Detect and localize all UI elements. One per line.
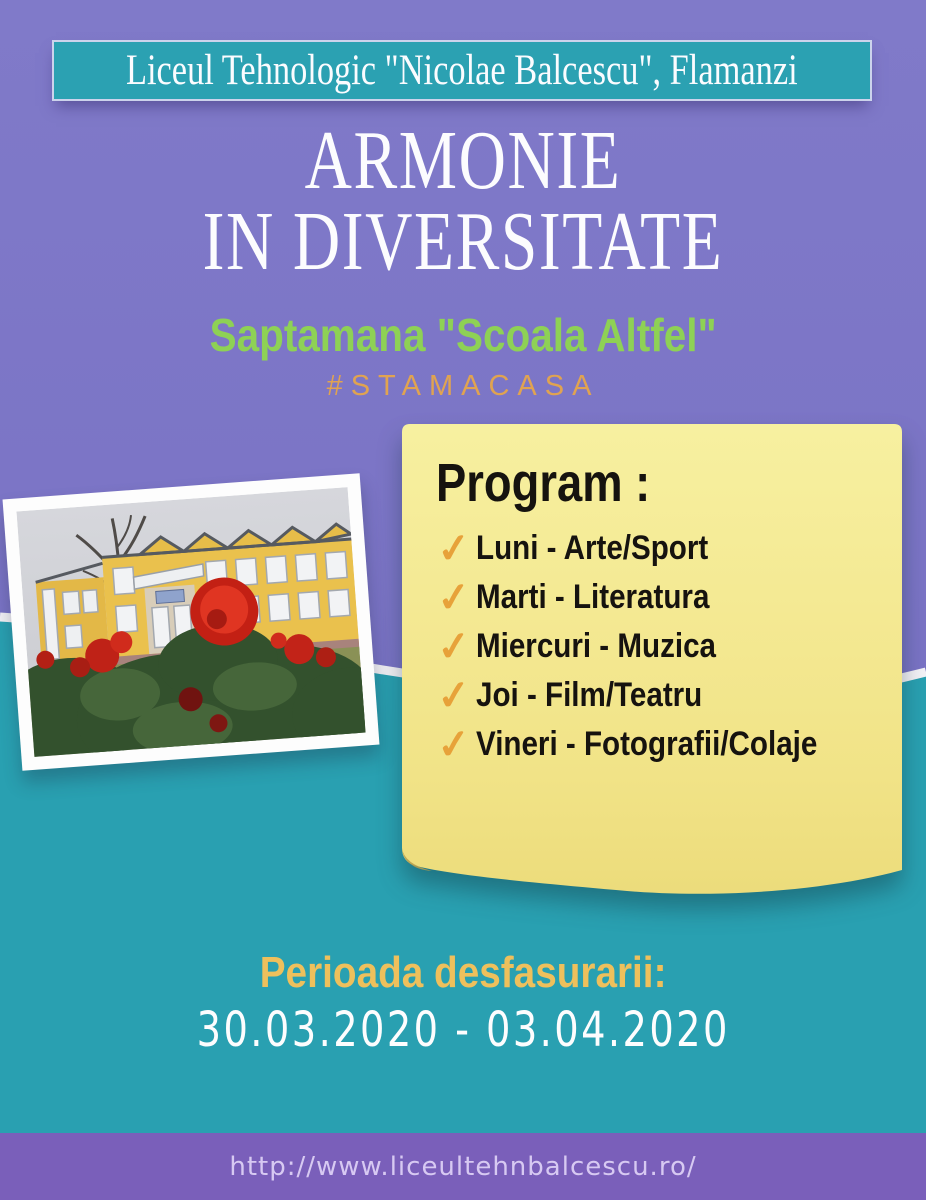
school-photo-image xyxy=(16,487,365,757)
list-item xyxy=(432,671,872,720)
school-photo xyxy=(3,473,380,770)
check-icon: ✓ xyxy=(435,524,473,573)
period-heading: Perioada desfasurarii: xyxy=(259,948,667,997)
list-item-label: Marti - Literatura xyxy=(476,578,710,616)
title-line-2: IN DIVERSITATE xyxy=(202,195,724,289)
program-sticky-note xyxy=(402,424,902,902)
period-heading-block xyxy=(0,948,926,998)
list-item-label: Miercuri - Muzica xyxy=(476,627,716,665)
check-icon: ✓ xyxy=(435,720,473,769)
list-item xyxy=(432,524,872,573)
list-item xyxy=(432,622,872,671)
hashtag-block xyxy=(0,370,926,403)
poster-title xyxy=(0,114,926,289)
hashtag-text: #STAMACASA xyxy=(326,370,600,402)
school-name: Liceul Tehnologic "Nicolae Balcescu", Flamanzi xyxy=(126,47,798,94)
program-list xyxy=(432,524,872,769)
list-item-label: Vineri - Fotografii/Colaje xyxy=(476,725,818,763)
subtitle-block xyxy=(0,308,926,362)
subtitle-text: Saptamana "Scoala Altfel" xyxy=(209,309,717,361)
period-dates-block xyxy=(0,1002,926,1058)
check-icon: ✓ xyxy=(435,622,473,671)
list-item-label: Luni - Arte/Sport xyxy=(476,529,709,567)
footer-bar xyxy=(0,1133,926,1200)
period-dates: 30.03.2020 - 03.04.2020 xyxy=(196,1002,730,1058)
program-heading: Program : xyxy=(436,453,651,513)
list-item-label: Joi - Film/Teatru xyxy=(476,676,703,714)
list-item xyxy=(432,720,872,769)
website-link[interactable]: http://www.liceultehnbalcescu.ro/ xyxy=(229,1151,697,1182)
list-item xyxy=(432,573,872,622)
title-line-1: ARMONIE xyxy=(304,114,622,207)
check-icon: ✓ xyxy=(435,671,473,720)
check-icon: ✓ xyxy=(435,573,473,622)
school-name-banner xyxy=(52,40,872,101)
